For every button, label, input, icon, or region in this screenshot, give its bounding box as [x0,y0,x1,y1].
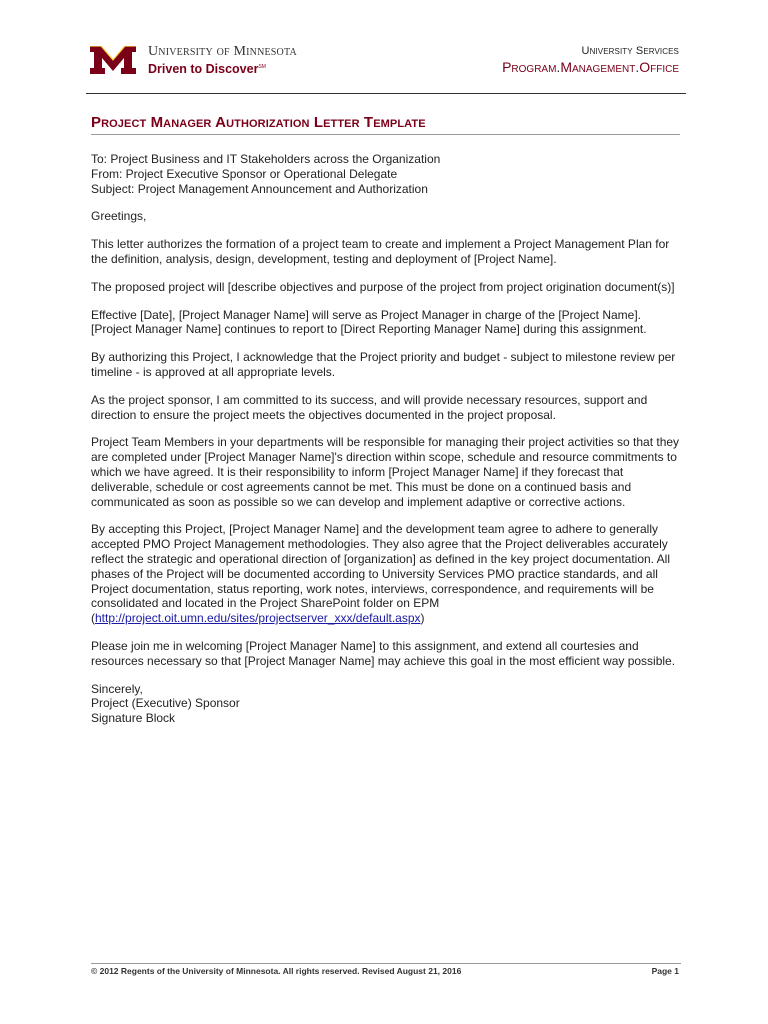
paragraph-effective: Effective [Date], [Project Manager Name] will serve as Project Manager in charge of the [Project Name]. [Project Manager Name] continues to report to [Direct Reporting Manager Name] during this assignment. [91,307,647,337]
paragraph-welcome: Please join me in welcoming [Project Manager Name] to this assignment, and extend all courtesies and resources necessary so that [Project Manager Name] may achieve this goal in the most efficient way possible. [91,638,676,668]
to-line: To: Project Business and IT Stakeholders across the Organization [91,152,441,166]
university-name: University of Minnesota [148,44,297,59]
closing: Sincerely, [91,681,143,696]
header-divider [86,93,686,94]
footer-divider [91,963,681,964]
signer-title: Project (Executive) Sponsor [91,696,240,711]
university-m-logo-icon [90,46,136,74]
letter-body [91,152,681,726]
epm-sharepoint-link[interactable]: http://project.oit.umn.edu/sites/projectserver_xxx/default.aspx [95,611,421,626]
footer-copyright: © 2012 Regents of the University of Minnesota. All rights reserved. Revised August 21, 2016 [91,966,462,976]
paragraph-objectives: The proposed project will [describe objectives and purpose of the project from project origination document(s)] [91,279,675,294]
pmo-label: Program.Management.Office [502,59,679,75]
paragraph-formation: This letter authorizes the formation of a project team to create and implement a Project Management Plan for the definition, analysis, design, development, testing and deployment of [Project Name]. [91,237,670,266]
greeting: Greetings, [91,209,147,224]
paragraph-sponsor: As the project sponsor, I am committed to its success, and will provide necessary resources, support and direction to ensure the project meets the objectives documented in the project proposal. [91,392,648,422]
page-number: Page 1 [651,966,679,976]
from-line: From: Project Executive Sponsor or Operational Delegate [91,166,398,181]
paragraph-team-members: Project Team Members in your departments will be responsible for managing their project activities so that they are completed under [Project Manager Name]'s direction within scope, schedule and resource commitments to which we have agreed. It is their responsibility to inform [Project Manager Name] if they forecast that deliverable, schedule or cost agreements cannot be met. This must be done on a continued basis and communicated as soon as possible so we can develop and implement adaptive or corrective actions. [91,435,680,509]
title-divider [91,134,680,135]
tagline: Driven to Discover℠ [148,62,266,76]
university-services-label: University Services [581,45,679,57]
subject-line: Subject: Project Management Announcement and Authorization [91,181,428,196]
paragraph-accepting: By accepting this Project, [Project Manager Name] and the development team agree to adhere to generally accepted PMO Project Management methodologies. They also agree that the Project deliverables accurately reflect the strategic and operational direction of [organization] as defined in the key project documentation. All phases of the Project will be documented according to University Services PMO practice standards, and all Project documentation, status reporting, work notes, interviews, correspondence, and requirements will be consolidated and located in the Project SharePoint folder on EPM (http://project.oit.umn.edu/sites/projectserver_xxx/default.aspx) [91,522,671,626]
service-mark: SM [258,63,266,70]
document-title: Project Manager Authorization Letter Template [91,114,426,131]
paragraph-authorizing: By authorizing this Project, I acknowledge that the Project priority and budget - subject to milestone review per timeline - is approved at all appropriate levels. [91,350,676,379]
signature-block: Signature Block [91,711,176,726]
